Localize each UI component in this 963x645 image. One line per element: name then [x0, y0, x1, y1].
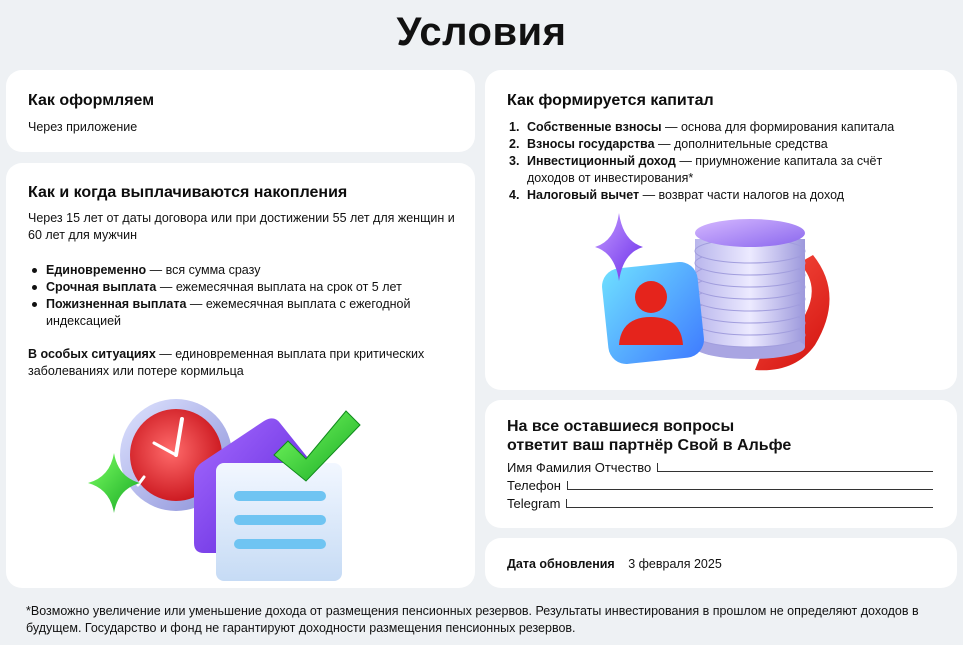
payout-special	[28, 346, 468, 380]
name-field	[507, 460, 933, 475]
capital-list	[507, 119, 927, 204]
list-item	[28, 296, 448, 330]
capital-term: Налоговый вычет	[527, 188, 640, 202]
footnote: *Возможно увеличение или уменьшение дохода от размещения пенсионных резервов. Результаты инвестирования в прошлом не определяют доходов в будущем. Государство и фонд не гарантируют доходности размещения пенсионных резервов.	[26, 604, 919, 635]
contact-heading	[507, 417, 791, 455]
special-desc: — единовременная выплата при критических заболеваниях или потере кормильца	[28, 347, 425, 378]
telegram-field	[507, 496, 933, 511]
coin-stack	[695, 219, 805, 359]
list-item	[28, 279, 448, 296]
payout-term: Срочная выплата	[46, 280, 157, 294]
payout-desc: — вся сумма сразу	[146, 263, 261, 277]
update-row	[507, 557, 722, 571]
registration-text: Через приложение	[28, 120, 138, 134]
page-title: Условия	[396, 10, 567, 54]
list-item	[507, 119, 927, 136]
phone-field	[507, 478, 933, 493]
capital-desc: — приумножение капитала за счёт доходов от инвестирования*	[527, 154, 883, 185]
payout-desc: — ежемесячная выплата с ежегодной индексацией	[46, 297, 411, 328]
phone-field-line	[567, 481, 933, 490]
special-term: В особых ситуациях	[28, 347, 156, 361]
payout-term: Единовременно	[46, 263, 147, 277]
payout-term: Пожизненная выплата	[46, 297, 187, 311]
capital-term: Инвестиционный доход	[527, 154, 676, 168]
list-item	[507, 136, 927, 153]
payout-heading: Как и когда выплачиваются накопления	[28, 184, 348, 201]
name-field-line	[657, 463, 933, 472]
capital-term: Взносы государства	[527, 137, 655, 151]
list-item	[507, 187, 927, 204]
update-date: 3 февраля 2025	[628, 557, 722, 571]
telegram-field-line	[566, 499, 933, 508]
contact-heading-line: ответит ваш партнёр Свой в Альфе	[507, 437, 792, 454]
capital-term: Собственные взносы	[527, 120, 662, 134]
list-item	[28, 262, 448, 279]
contact-card	[485, 400, 957, 528]
payout-list	[28, 262, 448, 330]
telegram-field-label: Telegram	[507, 496, 561, 511]
registration-card	[6, 70, 475, 152]
item-number: 1.	[509, 120, 520, 134]
update-card	[485, 538, 957, 588]
payout-card	[6, 163, 475, 588]
registration-heading: Как оформляем	[28, 92, 155, 109]
contact-heading-line: На все оставшиеся вопросы	[507, 418, 735, 435]
payout-desc: — ежемесячная выплата на срок от 5 лет	[156, 280, 402, 294]
item-number: 4.	[509, 188, 520, 202]
name-field-label: Имя Фамилия Отчество	[507, 460, 652, 475]
list-item	[507, 153, 927, 187]
item-number: 3.	[509, 154, 520, 168]
capital-desc: — дополнительные средства	[654, 137, 828, 151]
payout-intro: Через 15 лет от даты договора или при достижении 55 лет для женщин и 60 лет для мужчин	[28, 211, 455, 242]
coins-person-arrow-icon	[595, 205, 855, 385]
capital-desc: — основа для формирования капитала	[661, 120, 895, 134]
capital-desc: — возврат части налогов на доход	[639, 188, 845, 202]
capital-card	[485, 70, 957, 390]
update-label: Дата обновления	[507, 557, 615, 571]
clock-document-check-icon	[84, 393, 384, 583]
item-number: 2.	[509, 137, 520, 151]
phone-field-label: Телефон	[507, 478, 561, 493]
capital-heading: Как формируется капитал	[507, 92, 714, 109]
